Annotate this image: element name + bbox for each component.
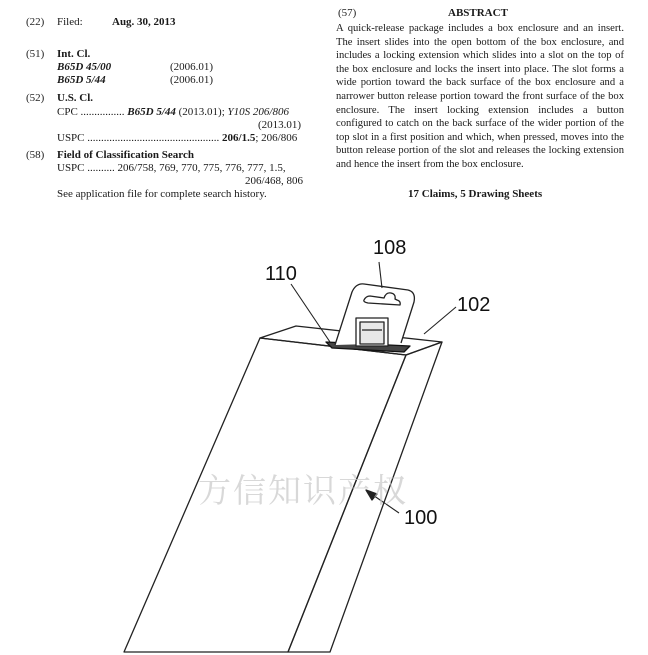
leader-108	[379, 262, 382, 288]
int-cl-class-1: B65D 45/00	[57, 61, 112, 73]
uspc-rest: ; 206/806	[255, 132, 298, 144]
uspc-label: USPC ................................................	[57, 132, 220, 144]
release-button	[360, 322, 384, 344]
filed-code: (22)	[26, 16, 45, 28]
int-cl-year-1: (2006.01)	[170, 61, 214, 73]
field-search-code: (58)	[26, 149, 45, 161]
cpc-year: (2013.01);	[175, 106, 225, 118]
int-cl-code: (51)	[26, 48, 45, 60]
abstract-heading: ABSTRACT	[448, 7, 508, 19]
claims-summary: 17 Claims, 5 Drawing Sheets	[408, 188, 543, 200]
leader-110	[291, 284, 330, 342]
abstract-code: (57)	[338, 7, 357, 19]
int-cl-year-2: (2006.01)	[170, 74, 214, 86]
filed-date: Aug. 30, 2013	[112, 16, 176, 28]
cpc-y-class: Y10S 206/806	[227, 106, 289, 118]
int-cl-class-2: B65D 5/44	[57, 74, 106, 86]
us-cl-heading: U.S. Cl.	[57, 92, 94, 104]
cpc-y-year: (2013.01)	[258, 119, 302, 131]
field-uspc-line-2: 206/468, 806	[245, 175, 304, 187]
int-cl-heading: Int. Cl.	[57, 48, 91, 60]
ref-label-102: 102	[457, 294, 491, 316]
field-search-heading: Field of Classification Search	[57, 149, 194, 161]
field-uspc-line: USPC .......... 206/758, 769, 770, 775, 776, 777, 1.5,	[57, 162, 286, 174]
cpc-main-class: B65D 5/44	[127, 106, 176, 118]
search-history-note: See application file for complete search history.	[57, 188, 267, 200]
leader-102	[424, 307, 456, 334]
ref-label-108: 108	[373, 237, 407, 259]
abstract-text: A quick-release package includes a box enclosure and an insert. The insert slides into the open bottom of the box enclosure, and includes a locking extension which slides into a slot on the top of the box enclosure and locks the insert into place. The slot forms a wide portion toward the back surface of the box enclosure and a narrower button release portion toward the front surface of the box enclosure. The insert locking extension includes a button configured to catch on the back surface of the wider portion of the top slot in a first position and which, when pressed, moves into the button release portion of the slot and releases the locking extension and hence the insert from the box enclosure.	[336, 23, 624, 170]
uspc-main-class: 206/1.5	[222, 132, 256, 144]
ref-label-110: 110	[265, 263, 297, 285]
us-cl-code: (52)	[26, 92, 45, 104]
filed-label: Filed:	[57, 16, 83, 28]
watermark-text: 方信知识产权	[198, 471, 408, 510]
cpc-label: CPC ................	[57, 106, 125, 118]
ref-label-100: 100	[404, 507, 438, 529]
